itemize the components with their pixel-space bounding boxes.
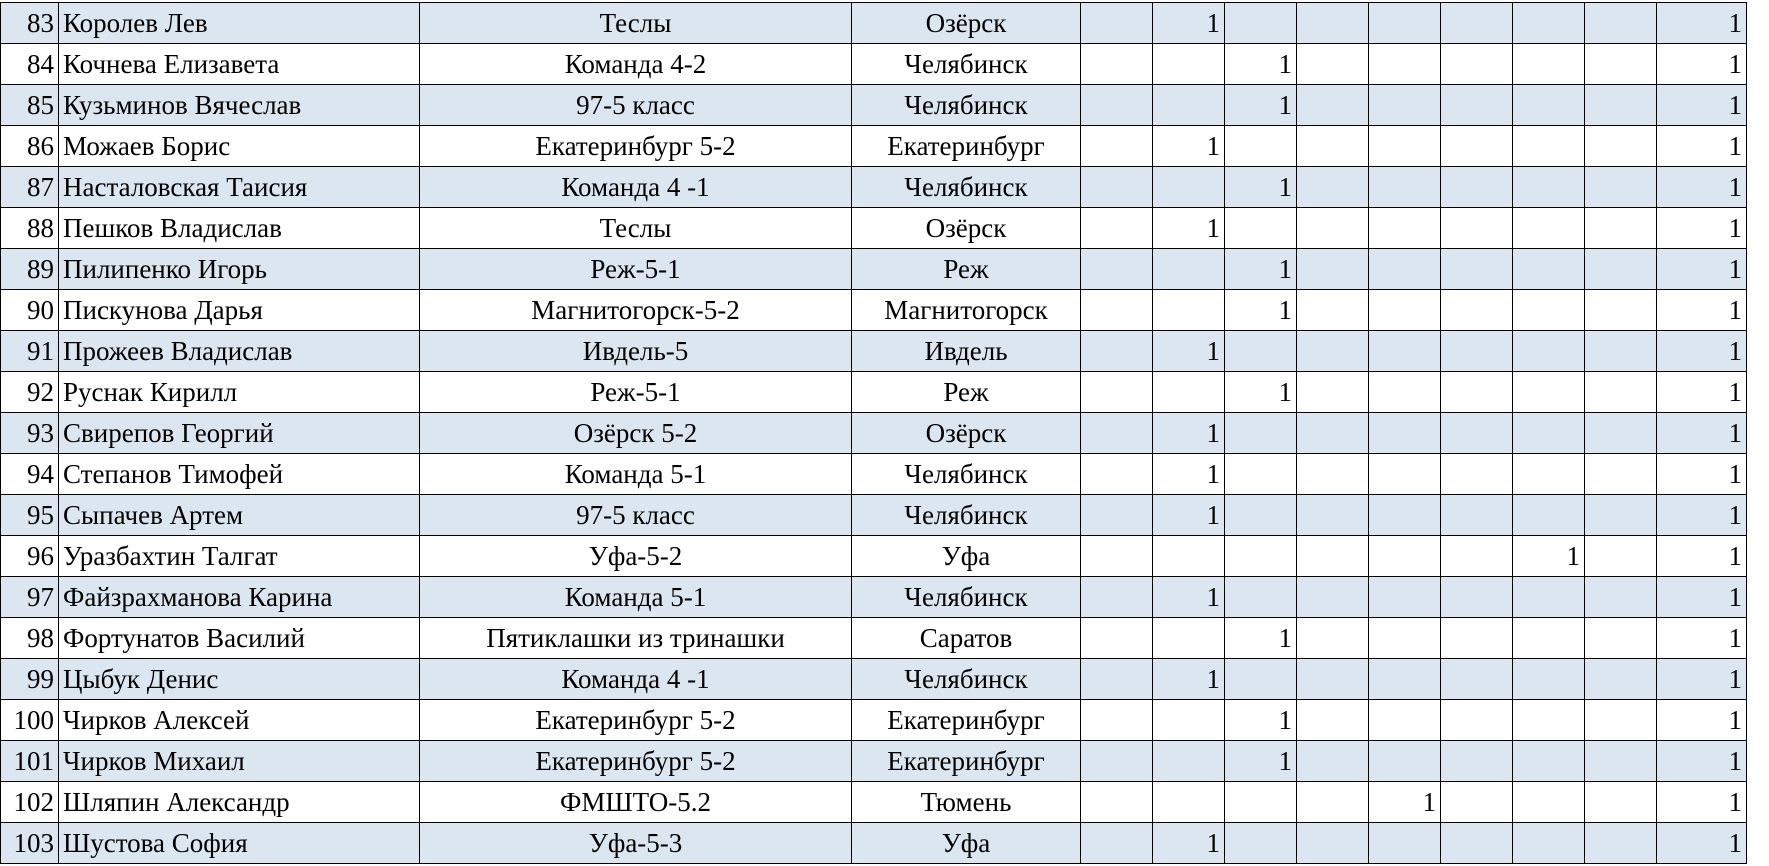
team-cell[interactable]: Озёрск 5-2 <box>420 413 852 454</box>
score-cell[interactable] <box>1225 782 1297 823</box>
score-cell[interactable] <box>1441 167 1513 208</box>
score-cell[interactable] <box>1585 290 1657 331</box>
score-cell[interactable] <box>1441 372 1513 413</box>
table-row <box>1 618 1747 659</box>
score-cell[interactable] <box>1297 454 1369 495</box>
row-number-cell[interactable]: 100 <box>1 700 59 741</box>
score-cell[interactable] <box>1225 126 1297 167</box>
table-row <box>1 659 1747 700</box>
score-cell[interactable]: 1 <box>1153 454 1225 495</box>
total-cell[interactable]: 1 <box>1657 331 1747 372</box>
team-cell[interactable]: Екатеринбург 5-2 <box>420 126 852 167</box>
team-cell[interactable]: Екатеринбург 5-2 <box>420 741 852 782</box>
score-cell[interactable] <box>1585 85 1657 126</box>
score-cell[interactable] <box>1081 495 1153 536</box>
score-cell[interactable] <box>1081 3 1153 44</box>
total-cell[interactable]: 1 <box>1657 413 1747 454</box>
score-cell[interactable] <box>1513 3 1585 44</box>
table-row <box>1 577 1747 618</box>
table-row <box>1 167 1747 208</box>
score-cell[interactable] <box>1441 495 1513 536</box>
score-cell[interactable] <box>1153 85 1225 126</box>
score-cell[interactable]: 1 <box>1153 413 1225 454</box>
score-cell[interactable] <box>1225 577 1297 618</box>
score-cell[interactable] <box>1441 700 1513 741</box>
total-cell[interactable]: 1 <box>1657 372 1747 413</box>
total-cell[interactable]: 1 <box>1657 167 1747 208</box>
row-number-cell[interactable]: 84 <box>1 44 59 85</box>
score-cell[interactable] <box>1297 249 1369 290</box>
row-number-cell[interactable]: 98 <box>1 618 59 659</box>
table-row <box>1 331 1747 372</box>
score-cell[interactable] <box>1369 659 1441 700</box>
participant-name-cell[interactable]: Степанов Тимофей <box>59 454 420 495</box>
total-cell[interactable]: 1 <box>1657 659 1747 700</box>
row-number-cell[interactable]: 91 <box>1 331 59 372</box>
total-cell[interactable]: 1 <box>1657 700 1747 741</box>
total-cell[interactable]: 1 <box>1657 782 1747 823</box>
score-cell[interactable]: 1 <box>1225 372 1297 413</box>
row-number-cell[interactable]: 85 <box>1 85 59 126</box>
total-cell[interactable]: 1 <box>1657 44 1747 85</box>
score-cell[interactable]: 1 <box>1369 782 1441 823</box>
score-cell[interactable] <box>1513 413 1585 454</box>
score-cell[interactable] <box>1081 618 1153 659</box>
results-table <box>0 2 1747 864</box>
score-cell[interactable] <box>1081 741 1153 782</box>
city-cell[interactable]: Ивдель <box>852 331 1081 372</box>
total-cell[interactable]: 1 <box>1657 741 1747 782</box>
row-number-cell[interactable]: 88 <box>1 208 59 249</box>
score-cell[interactable] <box>1513 741 1585 782</box>
table-body <box>1 3 1747 864</box>
score-cell[interactable] <box>1225 454 1297 495</box>
score-cell[interactable] <box>1369 413 1441 454</box>
participant-name-cell[interactable]: Шляпин Александр <box>59 782 420 823</box>
score-cell[interactable] <box>1513 249 1585 290</box>
score-cell[interactable] <box>1441 536 1513 577</box>
score-cell[interactable]: 1 <box>1153 208 1225 249</box>
score-cell[interactable] <box>1081 372 1153 413</box>
row-number-cell[interactable]: 99 <box>1 659 59 700</box>
score-cell[interactable] <box>1297 577 1369 618</box>
score-cell[interactable] <box>1441 577 1513 618</box>
score-cell[interactable] <box>1297 3 1369 44</box>
participant-name-cell[interactable]: Пилипенко Игорь <box>59 249 420 290</box>
score-cell[interactable] <box>1585 618 1657 659</box>
score-cell[interactable] <box>1585 44 1657 85</box>
total-cell[interactable]: 1 <box>1657 126 1747 167</box>
team-cell[interactable]: Реж-5-1 <box>420 372 852 413</box>
score-cell[interactable]: 1 <box>1225 618 1297 659</box>
table-row <box>1 208 1747 249</box>
participant-name-cell[interactable]: Цыбук Денис <box>59 659 420 700</box>
participant-name-cell[interactable]: Чирков Алексей <box>59 700 420 741</box>
row-number-cell[interactable]: 89 <box>1 249 59 290</box>
team-cell[interactable]: Пятиклашки из тринашки <box>420 618 852 659</box>
table-row <box>1 372 1747 413</box>
score-cell[interactable] <box>1585 3 1657 44</box>
score-cell[interactable] <box>1297 290 1369 331</box>
participant-name-cell[interactable]: Кузьминов Вячеслав <box>59 85 420 126</box>
row-number-cell[interactable]: 83 <box>1 3 59 44</box>
city-cell[interactable]: Озёрск <box>852 208 1081 249</box>
score-cell[interactable] <box>1369 454 1441 495</box>
score-cell[interactable] <box>1081 454 1153 495</box>
score-cell[interactable] <box>1585 741 1657 782</box>
participant-name-cell[interactable]: Пешков Владислав <box>59 208 420 249</box>
participant-name-cell[interactable]: Шустова София <box>59 823 420 864</box>
row-number-cell[interactable]: 93 <box>1 413 59 454</box>
total-cell[interactable]: 1 <box>1657 249 1747 290</box>
score-cell[interactable] <box>1153 249 1225 290</box>
score-cell[interactable]: 1 <box>1225 167 1297 208</box>
team-cell[interactable]: 97-5 класс <box>420 85 852 126</box>
score-cell[interactable] <box>1297 208 1369 249</box>
score-cell[interactable] <box>1153 536 1225 577</box>
table-row <box>1 536 1747 577</box>
team-cell[interactable]: Теслы <box>420 3 852 44</box>
score-cell[interactable] <box>1153 372 1225 413</box>
participant-name-cell[interactable]: Кочнева Елизавета <box>59 44 420 85</box>
score-cell[interactable] <box>1513 454 1585 495</box>
total-cell[interactable]: 1 <box>1657 208 1747 249</box>
score-cell[interactable] <box>1297 495 1369 536</box>
score-cell[interactable] <box>1513 331 1585 372</box>
score-cell[interactable]: 1 <box>1513 536 1585 577</box>
score-cell[interactable]: 1 <box>1225 700 1297 741</box>
team-cell[interactable]: Команда 5-1 <box>420 454 852 495</box>
city-cell[interactable]: Магнитогорск <box>852 290 1081 331</box>
score-cell[interactable] <box>1369 126 1441 167</box>
score-cell[interactable]: 1 <box>1153 659 1225 700</box>
score-cell[interactable] <box>1081 126 1153 167</box>
score-cell[interactable] <box>1441 823 1513 864</box>
score-cell[interactable] <box>1369 536 1441 577</box>
score-cell[interactable] <box>1297 85 1369 126</box>
score-cell[interactable] <box>1153 618 1225 659</box>
score-cell[interactable] <box>1585 126 1657 167</box>
score-cell[interactable] <box>1225 659 1297 700</box>
score-cell[interactable] <box>1585 167 1657 208</box>
participant-name-cell[interactable]: Можаев Борис <box>59 126 420 167</box>
total-cell[interactable]: 1 <box>1657 577 1747 618</box>
score-cell[interactable] <box>1081 536 1153 577</box>
city-cell[interactable]: Челябинск <box>852 454 1081 495</box>
score-cell[interactable]: 1 <box>1225 44 1297 85</box>
score-cell[interactable] <box>1441 126 1513 167</box>
score-cell[interactable]: 1 <box>1225 290 1297 331</box>
total-cell[interactable]: 1 <box>1657 536 1747 577</box>
score-cell[interactable] <box>1369 85 1441 126</box>
score-cell[interactable] <box>1297 782 1369 823</box>
score-cell[interactable] <box>1297 659 1369 700</box>
score-cell[interactable] <box>1081 413 1153 454</box>
participant-name-cell[interactable]: Королев Лев <box>59 3 420 44</box>
score-cell[interactable] <box>1513 44 1585 85</box>
score-cell[interactable] <box>1513 700 1585 741</box>
table-row <box>1 782 1747 823</box>
score-cell[interactable] <box>1369 372 1441 413</box>
score-cell[interactable] <box>1369 700 1441 741</box>
score-cell[interactable] <box>1081 167 1153 208</box>
score-cell[interactable] <box>1081 208 1153 249</box>
city-cell[interactable]: Екатеринбург <box>852 126 1081 167</box>
participant-name-cell[interactable]: Уразбахтин Талгат <box>59 536 420 577</box>
row-number-cell[interactable]: 87 <box>1 167 59 208</box>
score-cell[interactable] <box>1369 44 1441 85</box>
score-cell[interactable] <box>1513 372 1585 413</box>
score-cell[interactable] <box>1081 85 1153 126</box>
score-cell[interactable] <box>1513 823 1585 864</box>
table-row <box>1 741 1747 782</box>
score-cell[interactable] <box>1513 208 1585 249</box>
row-number-cell[interactable]: 97 <box>1 577 59 618</box>
score-cell[interactable] <box>1441 85 1513 126</box>
score-cell[interactable] <box>1297 823 1369 864</box>
score-cell[interactable] <box>1441 454 1513 495</box>
score-cell[interactable] <box>1441 413 1513 454</box>
score-cell[interactable] <box>1369 331 1441 372</box>
participant-name-cell[interactable]: Чирков Михаил <box>59 741 420 782</box>
score-cell[interactable] <box>1297 700 1369 741</box>
score-cell[interactable] <box>1441 44 1513 85</box>
team-cell[interactable]: Магнитогорск-5-2 <box>420 290 852 331</box>
score-cell[interactable] <box>1297 331 1369 372</box>
city-cell[interactable]: Екатеринбург <box>852 741 1081 782</box>
row-number-cell[interactable]: 94 <box>1 454 59 495</box>
score-cell[interactable] <box>1081 290 1153 331</box>
score-cell[interactable] <box>1585 208 1657 249</box>
score-cell[interactable] <box>1513 290 1585 331</box>
participant-name-cell[interactable]: Свирепов Георгий <box>59 413 420 454</box>
score-cell[interactable] <box>1081 823 1153 864</box>
score-cell[interactable] <box>1369 741 1441 782</box>
row-number-cell[interactable]: 103 <box>1 823 59 864</box>
team-cell[interactable]: 97-5 класс <box>420 495 852 536</box>
table-row <box>1 495 1747 536</box>
team-cell[interactable]: Реж-5-1 <box>420 249 852 290</box>
score-cell[interactable] <box>1153 167 1225 208</box>
score-cell[interactable] <box>1513 126 1585 167</box>
city-cell[interactable]: Челябинск <box>852 167 1081 208</box>
score-cell[interactable] <box>1585 495 1657 536</box>
city-cell[interactable]: Саратов <box>852 618 1081 659</box>
score-cell[interactable] <box>1513 85 1585 126</box>
city-cell[interactable]: Челябинск <box>852 44 1081 85</box>
city-cell[interactable]: Челябинск <box>852 495 1081 536</box>
city-cell[interactable]: Озёрск <box>852 413 1081 454</box>
score-cell[interactable]: 1 <box>1225 741 1297 782</box>
score-cell[interactable] <box>1585 577 1657 618</box>
score-cell[interactable] <box>1369 495 1441 536</box>
score-cell[interactable] <box>1297 44 1369 85</box>
table-row <box>1 44 1747 85</box>
score-cell[interactable] <box>1297 126 1369 167</box>
score-cell[interactable] <box>1153 741 1225 782</box>
city-cell[interactable]: Уфа <box>852 823 1081 864</box>
score-cell[interactable] <box>1225 413 1297 454</box>
city-cell[interactable]: Реж <box>852 249 1081 290</box>
score-cell[interactable] <box>1441 741 1513 782</box>
score-cell[interactable] <box>1297 372 1369 413</box>
city-cell[interactable]: Екатеринбург <box>852 700 1081 741</box>
score-cell[interactable] <box>1441 659 1513 700</box>
row-number-cell[interactable]: 86 <box>1 126 59 167</box>
participant-name-cell[interactable]: Пискунова Дарья <box>59 290 420 331</box>
score-cell[interactable] <box>1585 536 1657 577</box>
score-cell[interactable] <box>1153 44 1225 85</box>
city-cell[interactable]: Челябинск <box>852 85 1081 126</box>
score-cell[interactable] <box>1369 823 1441 864</box>
score-cell[interactable] <box>1441 290 1513 331</box>
score-cell[interactable] <box>1225 208 1297 249</box>
score-cell[interactable] <box>1513 577 1585 618</box>
score-cell[interactable] <box>1441 782 1513 823</box>
score-cell[interactable] <box>1081 659 1153 700</box>
total-cell[interactable]: 1 <box>1657 823 1747 864</box>
team-cell[interactable]: Теслы <box>420 208 852 249</box>
city-cell[interactable]: Реж <box>852 372 1081 413</box>
table-row <box>1 454 1747 495</box>
score-cell[interactable] <box>1441 3 1513 44</box>
row-number-cell[interactable]: 102 <box>1 782 59 823</box>
row-number-cell[interactable]: 101 <box>1 741 59 782</box>
score-cell[interactable] <box>1585 782 1657 823</box>
city-cell[interactable]: Озёрск <box>852 3 1081 44</box>
total-cell[interactable]: 1 <box>1657 3 1747 44</box>
score-cell[interactable] <box>1369 577 1441 618</box>
row-number-cell[interactable]: 95 <box>1 495 59 536</box>
score-cell[interactable] <box>1081 782 1153 823</box>
score-cell[interactable] <box>1225 823 1297 864</box>
score-cell[interactable] <box>1297 618 1369 659</box>
score-cell[interactable] <box>1585 249 1657 290</box>
score-cell[interactable]: 1 <box>1153 577 1225 618</box>
score-cell[interactable] <box>1585 454 1657 495</box>
score-cell[interactable]: 1 <box>1225 249 1297 290</box>
row-number-cell[interactable]: 90 <box>1 290 59 331</box>
participant-name-cell[interactable]: Сыпачев Артем <box>59 495 420 536</box>
team-cell[interactable]: Екатеринбург 5-2 <box>420 700 852 741</box>
total-cell[interactable]: 1 <box>1657 85 1747 126</box>
score-cell[interactable] <box>1369 249 1441 290</box>
score-cell[interactable] <box>1369 167 1441 208</box>
score-cell[interactable] <box>1297 413 1369 454</box>
table-row <box>1 126 1747 167</box>
total-cell[interactable]: 1 <box>1657 454 1747 495</box>
score-cell[interactable] <box>1513 782 1585 823</box>
table-row <box>1 3 1747 44</box>
table-row <box>1 823 1747 864</box>
participant-name-cell[interactable]: Руснак Кирилл <box>59 372 420 413</box>
score-cell[interactable] <box>1225 536 1297 577</box>
table-row <box>1 85 1747 126</box>
score-cell[interactable]: 1 <box>1153 3 1225 44</box>
row-number-cell[interactable]: 92 <box>1 372 59 413</box>
score-cell[interactable] <box>1153 700 1225 741</box>
participant-name-cell[interactable]: Прожеев Владислав <box>59 331 420 372</box>
score-cell[interactable] <box>1225 3 1297 44</box>
score-cell[interactable] <box>1585 659 1657 700</box>
score-cell[interactable] <box>1441 618 1513 659</box>
score-cell[interactable] <box>1441 331 1513 372</box>
score-cell[interactable] <box>1153 290 1225 331</box>
team-cell[interactable]: ФМШТО-5.2 <box>420 782 852 823</box>
score-cell[interactable] <box>1081 331 1153 372</box>
team-cell[interactable]: Ивдель-5 <box>420 331 852 372</box>
table-row <box>1 290 1747 331</box>
score-cell[interactable] <box>1369 3 1441 44</box>
team-cell[interactable]: Команда 4 -1 <box>420 659 852 700</box>
score-cell[interactable] <box>1585 700 1657 741</box>
city-cell[interactable]: Тюмень <box>852 782 1081 823</box>
score-cell[interactable]: 1 <box>1153 823 1225 864</box>
team-cell[interactable]: Уфа-5-2 <box>420 536 852 577</box>
score-cell[interactable] <box>1513 618 1585 659</box>
team-cell[interactable]: Команда 5-1 <box>420 577 852 618</box>
score-cell[interactable] <box>1297 536 1369 577</box>
score-cell[interactable] <box>1441 208 1513 249</box>
score-cell[interactable] <box>1081 577 1153 618</box>
score-cell[interactable] <box>1153 782 1225 823</box>
score-cell[interactable] <box>1297 167 1369 208</box>
table-row <box>1 700 1747 741</box>
score-cell[interactable] <box>1585 372 1657 413</box>
score-cell[interactable] <box>1441 249 1513 290</box>
city-cell[interactable]: Уфа <box>852 536 1081 577</box>
score-cell[interactable] <box>1225 495 1297 536</box>
score-cell[interactable] <box>1081 249 1153 290</box>
team-cell[interactable]: Команда 4-2 <box>420 44 852 85</box>
table-row <box>1 249 1747 290</box>
city-cell[interactable]: Челябинск <box>852 659 1081 700</box>
total-cell[interactable]: 1 <box>1657 618 1747 659</box>
row-number-cell[interactable]: 96 <box>1 536 59 577</box>
score-cell[interactable] <box>1369 290 1441 331</box>
score-cell[interactable] <box>1081 700 1153 741</box>
team-cell[interactable]: Уфа-5-3 <box>420 823 852 864</box>
participant-name-cell[interactable]: Файзрахманова Карина <box>59 577 420 618</box>
score-cell[interactable] <box>1585 331 1657 372</box>
score-cell[interactable] <box>1369 618 1441 659</box>
participant-name-cell[interactable]: Насталовская Таисия <box>59 167 420 208</box>
score-cell[interactable] <box>1297 741 1369 782</box>
score-cell[interactable] <box>1081 44 1153 85</box>
score-cell[interactable]: 1 <box>1153 331 1225 372</box>
score-cell[interactable]: 1 <box>1153 126 1225 167</box>
score-cell[interactable] <box>1513 495 1585 536</box>
total-cell[interactable]: 1 <box>1657 290 1747 331</box>
table-row <box>1 413 1747 454</box>
score-cell[interactable]: 1 <box>1153 495 1225 536</box>
total-cell[interactable]: 1 <box>1657 495 1747 536</box>
participant-name-cell[interactable]: Фортунатов Василий <box>59 618 420 659</box>
score-cell[interactable] <box>1585 413 1657 454</box>
score-cell[interactable]: 1 <box>1225 85 1297 126</box>
city-cell[interactable]: Челябинск <box>852 577 1081 618</box>
score-cell[interactable] <box>1513 167 1585 208</box>
score-cell[interactable] <box>1369 208 1441 249</box>
score-cell[interactable] <box>1585 823 1657 864</box>
score-cell[interactable] <box>1225 331 1297 372</box>
team-cell[interactable]: Команда 4 -1 <box>420 167 852 208</box>
score-cell[interactable] <box>1513 659 1585 700</box>
